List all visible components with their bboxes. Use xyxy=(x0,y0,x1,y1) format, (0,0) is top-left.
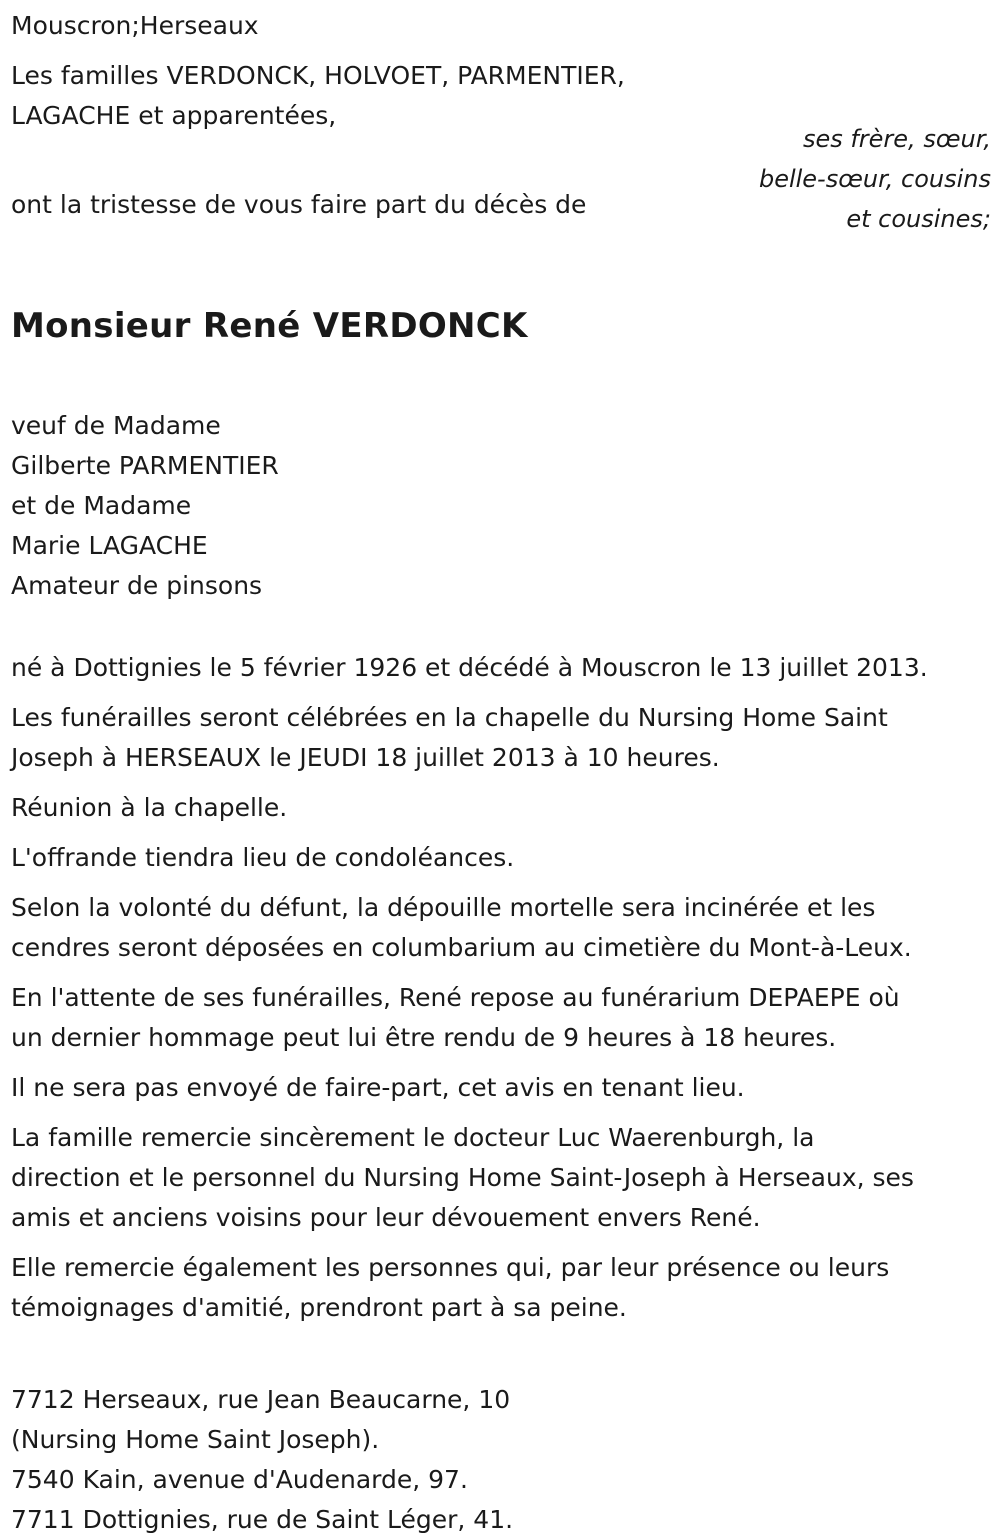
location-heading: Mouscron;Herseaux xyxy=(11,11,259,40)
no-faire-part-paragraph xyxy=(11,1068,991,1108)
widow-line: Marie LAGACHE xyxy=(11,531,208,560)
header-section xyxy=(11,56,991,256)
relatives-block xyxy=(759,119,991,239)
paragraph-line: Selon la volonté du défunt, la dépouille mortelle sera incinérée et les xyxy=(11,893,876,922)
paragraph-line: amis et anciens voisins pour leur dévouement envers René. xyxy=(11,1203,761,1232)
address-line: (Nursing Home Saint Joseph). xyxy=(11,1425,380,1454)
widow-line: Amateur de pinsons xyxy=(11,571,263,600)
relatives-line: ses frère, sœur, xyxy=(802,125,991,153)
relatives-line: et cousines; xyxy=(846,205,991,233)
paragraph-line: un dernier hommage peut lui être rendu de 9 heures à 18 heures. xyxy=(11,1023,837,1052)
deceased-name: Monsieur René VERDONCK xyxy=(11,306,528,346)
widow-line: Gilberte PARMENTIER xyxy=(11,451,279,480)
paragraph-line: L'offrande tiendra lieu de condoléances. xyxy=(11,843,515,872)
address-line: 7540 Kain, avenue d'Audenarde, 97. xyxy=(11,1465,468,1494)
relatives-line: belle-sœur, cousins xyxy=(758,165,991,193)
paragraph-line: Joseph à HERSEAUX le JEUDI 18 juillet 2013 à 10 heures. xyxy=(11,743,720,772)
thanks-paragraph xyxy=(11,1118,991,1238)
funeral-paragraph xyxy=(11,698,991,778)
offering-paragraph xyxy=(11,838,991,878)
reunion-paragraph xyxy=(11,788,991,828)
paragraph-line: La famille remercie sincèrement le docteur Luc Waerenburgh, la xyxy=(11,1123,815,1152)
paragraph-line: cendres seront déposées en columbarium au cimetière du Mont-à-Leux. xyxy=(11,933,912,962)
paragraph-line: Il ne sera pas envoyé de faire-part, cet avis en tenant lieu. xyxy=(11,1073,745,1102)
paragraph-line: témoignages d'amitié, prendront part à sa peine. xyxy=(11,1293,627,1322)
address-line: 7711 Dottignies, rue de Saint Léger, 41. xyxy=(11,1505,514,1534)
paragraph-line: Elle remercie également les personnes qui, par leur présence ou leurs xyxy=(11,1253,890,1282)
cremation-paragraph xyxy=(11,888,991,968)
funerarium-paragraph xyxy=(11,978,991,1058)
families-line: Les familles VERDONCK, HOLVOET, PARMENTIER, xyxy=(11,61,625,90)
announcement-text: ont la tristesse de vous faire part du décès de xyxy=(11,190,587,219)
address-line: 7712 Herseaux, rue Jean Beaucarne, 10 xyxy=(11,1385,511,1414)
families-block xyxy=(11,56,625,136)
addresses-block xyxy=(11,1380,991,1540)
families-line: LAGACHE et apparentées, xyxy=(11,101,337,130)
birth-death-paragraph xyxy=(11,648,991,688)
obituary-notice xyxy=(11,6,991,1540)
paragraphs-section xyxy=(11,648,991,1328)
widow-line: veuf de Madame xyxy=(11,411,221,440)
paragraph-line: direction et le personnel du Nursing Home Saint-Joseph à Herseaux, ses xyxy=(11,1163,914,1192)
paragraph-line: né à Dottignies le 5 février 1926 et décédé à Mouscron le 13 juillet 2013. xyxy=(11,653,928,682)
additional-thanks-paragraph xyxy=(11,1248,991,1328)
widow-line: et de Madame xyxy=(11,491,192,520)
paragraph-line: En l'attente de ses funérailles, René repose au funérarium DEPAEPE où xyxy=(11,983,900,1012)
paragraph-line: Les funérailles seront célébrées en la chapelle du Nursing Home Saint xyxy=(11,703,888,732)
widow-block xyxy=(11,406,991,606)
paragraph-line: Réunion à la chapelle. xyxy=(11,793,288,822)
